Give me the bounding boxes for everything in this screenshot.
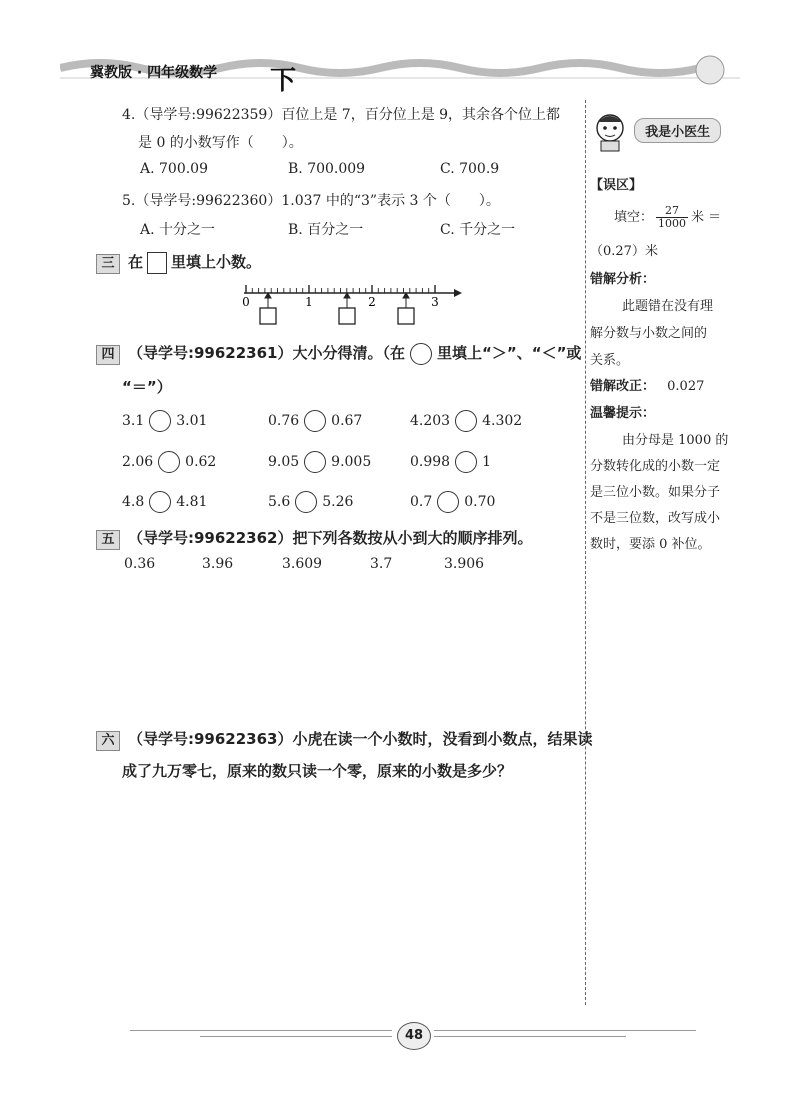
tick-label-2: 2 <box>368 295 376 309</box>
section-5-heading <box>96 527 533 550</box>
comparison-item <box>410 410 522 432</box>
q5-option-c: C. 千分之一 <box>440 222 516 238</box>
section-4-title-line2: “＝”） <box>122 378 172 396</box>
section-4-title-b: 里填上“＞”、“＜”或 <box>437 344 582 362</box>
answer-box-2 <box>339 308 355 324</box>
footer-rule-right-1 <box>434 1030 696 1031</box>
comparison-item <box>268 491 353 513</box>
section-6-heading <box>96 728 593 751</box>
number-line-arrows <box>265 293 409 308</box>
right-number: 0.62 <box>185 454 217 470</box>
section-3-title-pre: 在 <box>128 253 144 271</box>
comparison-circle[interactable] <box>437 491 459 513</box>
fill-unit: 米 ＝ <box>691 210 722 225</box>
comparison-circle[interactable] <box>455 451 477 473</box>
comparison-item <box>410 451 491 473</box>
right-number: 9.005 <box>331 454 372 470</box>
mistake-heading: 【误区】 <box>590 178 643 193</box>
fill-label: 填空： <box>614 210 654 225</box>
correction-row <box>590 375 750 394</box>
q4-option-c: C. 700.9 <box>440 161 500 177</box>
left-number: 0.76 <box>268 413 300 429</box>
footer-rule-left-2 <box>200 1036 392 1037</box>
sec5-number-3: 3.609 <box>282 556 323 572</box>
sec5-number-5: 3.906 <box>444 556 485 572</box>
right-number: 5.26 <box>322 494 354 510</box>
tip-line-1: 由分母是 1000 的 <box>622 433 729 448</box>
sec5-number-2: 3.96 <box>202 556 234 572</box>
left-number: 4.8 <box>122 494 145 510</box>
tip-heading: 温馨提示： <box>590 406 656 421</box>
fraction-numerator: 27 <box>656 205 688 218</box>
right-number: 0.70 <box>464 494 496 510</box>
section-5-title: （导学号:99622362）把下列各数按从小到大的顺序排列。 <box>128 529 533 547</box>
section-4-heading <box>96 342 581 365</box>
answer-box-3 <box>398 308 414 324</box>
analysis-line-2: 解分数与小数之间的 <box>590 326 708 341</box>
comparison-circle[interactable] <box>455 410 477 432</box>
right-number: 4.81 <box>176 494 208 510</box>
tick-label-0: 0 <box>242 295 250 309</box>
comparison-circle[interactable] <box>304 410 326 432</box>
fill-blank <box>614 205 774 230</box>
section-3-tag: 三 <box>96 254 120 274</box>
q5-option-a: A. 十分之一 <box>140 222 216 238</box>
tip-line-5: 数时，要添 0 补位。 <box>590 537 711 552</box>
tick-label-3: 3 <box>431 295 439 309</box>
section-3-title-post: 里填上小数。 <box>171 253 262 271</box>
page-number: 48 <box>397 1022 431 1050</box>
left-number: 9.05 <box>268 454 300 470</box>
left-number: 2.06 <box>122 454 154 470</box>
comparison-item <box>268 410 362 432</box>
blank-box <box>147 252 167 274</box>
right-number: 3.01 <box>176 413 208 429</box>
tip-line-4: 不是三位数，改写成小 <box>590 511 721 526</box>
section-5-tag: 五 <box>96 530 120 550</box>
section-6-tag: 六 <box>96 731 120 751</box>
q4-option-b: B. 700.009 <box>288 161 366 177</box>
section-6-line2: 成了九万零七，原来的数只读一个零，原来的小数是多少？ <box>122 762 513 780</box>
sec5-number-1: 0.36 <box>124 556 156 572</box>
left-number: 5.6 <box>268 494 291 510</box>
section-4-tag: 四 <box>96 345 120 365</box>
correction-value: 0.027 <box>667 379 705 394</box>
banner-label: 我是小医生 <box>634 118 721 143</box>
right-number: 1 <box>482 454 492 470</box>
tip-line-3: 是三位小数。如果分子 <box>590 485 721 500</box>
analysis-heading: 错解分析： <box>590 272 656 287</box>
q4-stem-line1: 4.（导学号:99622359）百位上是 7，百分位上是 9，其余各个位上都 <box>122 107 561 123</box>
wrong-answer: （0.27）米 <box>590 244 658 259</box>
number-line <box>236 280 466 328</box>
number-line-ticks <box>246 285 435 293</box>
comparison-circle[interactable] <box>149 491 171 513</box>
fraction-denominator: 1000 <box>658 217 687 230</box>
fraction <box>656 205 688 230</box>
q4-stem-line2: 是 0 的小数写作（ ）。 <box>138 135 303 151</box>
sidebar-divider <box>585 100 586 1005</box>
footer-rule-right-2 <box>434 1036 626 1037</box>
comparison-circle[interactable] <box>158 451 180 473</box>
right-number: 4.302 <box>482 413 523 429</box>
section-6-line1: （导学号:99622363）小虎在读一个小数时，没看到小数点，结果读 <box>128 730 593 748</box>
tick-label-1: 1 <box>305 295 313 309</box>
left-number: 0.7 <box>410 494 433 510</box>
sec5-number-4: 3.7 <box>370 556 393 572</box>
volume-mark: 下 <box>270 66 297 96</box>
section-3-heading <box>96 251 261 274</box>
book-title: 冀教版 · 四年级数学 <box>90 65 218 81</box>
correction-heading: 错解改正： <box>590 379 656 394</box>
doctor-icon <box>590 108 630 152</box>
comparison-item <box>122 451 216 473</box>
tip-line-2: 分数转化成的小数一定 <box>590 459 721 474</box>
q5-stem: 5.（导学号:99622360）1.037 中的“3”表示 3 个（ ）。 <box>122 193 500 209</box>
right-number: 0.67 <box>331 413 363 429</box>
comparison-circle[interactable] <box>304 451 326 473</box>
left-number: 3.1 <box>122 413 145 429</box>
blank-circle <box>410 343 432 365</box>
answer-box-1 <box>260 308 276 324</box>
footer-rule-left-1 <box>130 1030 392 1031</box>
analysis-line-3: 关系。 <box>590 353 630 368</box>
comparison-circle[interactable] <box>295 491 317 513</box>
comparison-item <box>122 410 207 432</box>
left-number: 0.998 <box>410 454 451 470</box>
q5-option-b: B. 百分之一 <box>288 222 364 238</box>
analysis-line-1: 此题错在没有理 <box>622 299 714 314</box>
left-number: 4.203 <box>410 413 451 429</box>
comparison-item <box>122 491 207 513</box>
doctor-banner <box>590 108 750 152</box>
q4-option-a: A. 700.09 <box>140 161 208 177</box>
comparison-circle[interactable] <box>149 410 171 432</box>
comparison-item <box>268 451 371 473</box>
section-4-title-a: （导学号:99622361）大小分得清。（在 <box>128 344 405 362</box>
comparison-item <box>410 491 495 513</box>
